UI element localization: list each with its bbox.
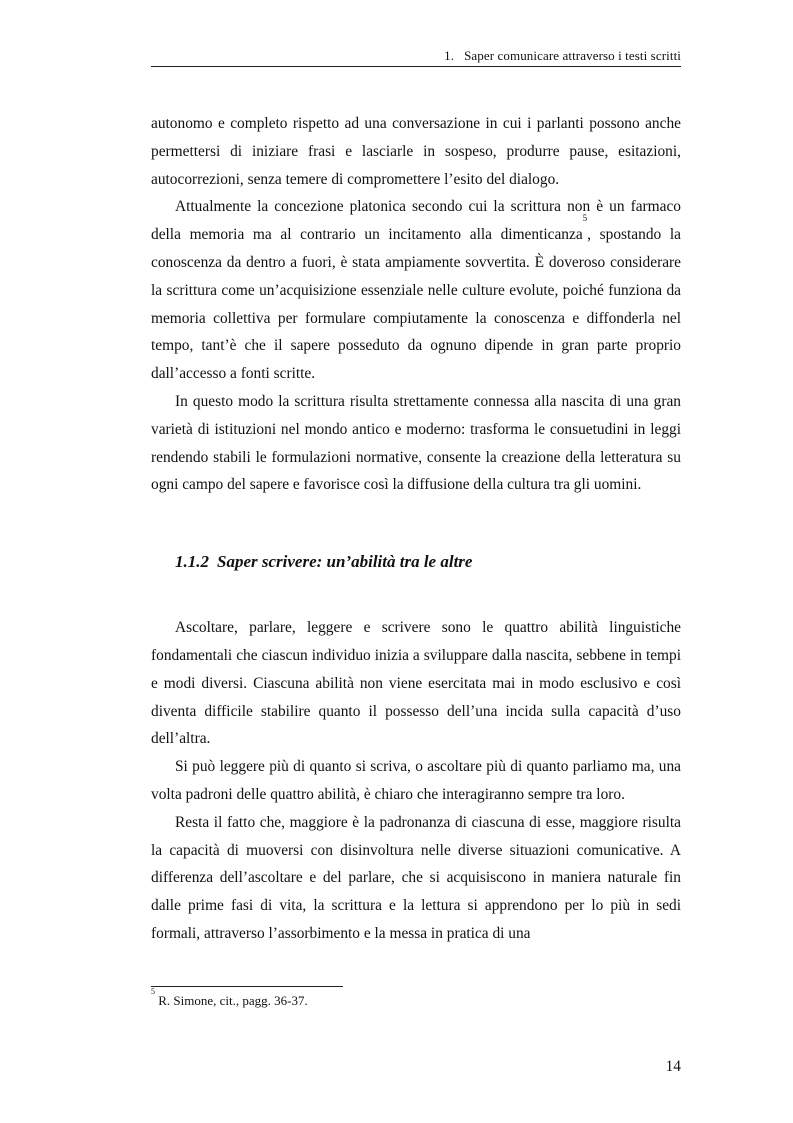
footnote-marker: 5 xyxy=(151,987,155,996)
footnote xyxy=(151,987,681,1009)
paragraph-2-end: , spostando la conoscenza da dentro a fuori, è stata ampiamente sovvertita. È doveroso considerare la scrittura come un’acquisizione essenziale nelle culture evolute, poiché funziona da memoria collettiva per formulare compiutamente la conoscenza e diffonderla nel tempo, tant’è che il sapere posseduto da ognuno dipende in gran parte proprio dall’accesso a fonti scritte. xyxy=(151,226,681,383)
paragraph-3: In questo modo la scrittura risulta strettamente connessa alla nascita di una gran varietà di istituzioni nel mondo antico e moderno: trasforma le consuetudini in leggi rendendo stabili le formulazioni normative, consente la creazione della letteratura su ogni campo del sapere e favorisce così la diffusione della cultura tra gli uomini. xyxy=(151,392,681,494)
chapter-title: Saper comunicare attraverso i testi scritti xyxy=(464,48,681,63)
page-number: 14 xyxy=(665,1058,681,1075)
paragraph-2-start: Attualmente la concezione platonica secondo cui la scrittura non è un farmaco della memoria ma al contrario un incitamento alla dimenticanza xyxy=(151,198,681,244)
paragraph-1: autonomo e completo rispetto ad una conversazione in cui i parlanti possono anche permettersi di iniziare frasi e lasciarle in sospeso, produrre pause, esitazioni, autocorrezioni, senza temere di compromettere l’esito del dialogo. xyxy=(151,115,681,188)
running-header xyxy=(151,48,681,64)
chapter-number: 1. xyxy=(444,48,455,63)
paragraph-4: Ascoltare, parlare, leggere e scrivere sono le quattro abilità linguistiche fondamentali che ciascun individuo inizia a sviluppare dalla nascita, sebbene in tempi e modi diversi. Ciascuna abilità non viene esercitata mai in modo esclusivo e così diventa difficile stabilire quanto il possesso dell’una incida sulla capacità d’uso dell’altra. xyxy=(151,619,681,748)
section-number: 1.1.2 xyxy=(175,552,209,572)
paragraph-2 xyxy=(151,193,681,388)
paragraph-6: Resta il fatto che, maggiore è la padronanza di ciascuna di esse, maggiore risulta la capacità di muoversi con disinvoltura nelle diverse situazioni comunicative. A differenza dell’ascoltare e del parlare, che si acquisiscono in maniera naturale fin dalle prime fasi di vita, la scrittura e la lettura si apprendono per lo più in sedi formali, attraverso l’assorbimento e la messa in pratica di una xyxy=(151,813,681,942)
section-heading xyxy=(175,550,681,574)
footnote-text: R. Simone, cit., pagg. 36-37. xyxy=(155,993,308,1008)
header-rule xyxy=(151,66,681,67)
section-title: Saper scrivere: un’abilità tra le altre xyxy=(217,552,473,572)
footnote-reference: 5 xyxy=(582,213,588,224)
body-text xyxy=(151,110,681,948)
footnote-rule xyxy=(151,986,343,987)
paragraph-5: Si può leggere più di quanto si scriva, o ascoltare più di quanto parliamo ma, una volta padroni delle quattro abilità, è chiaro che interagiranno sempre tra loro. xyxy=(151,758,681,803)
